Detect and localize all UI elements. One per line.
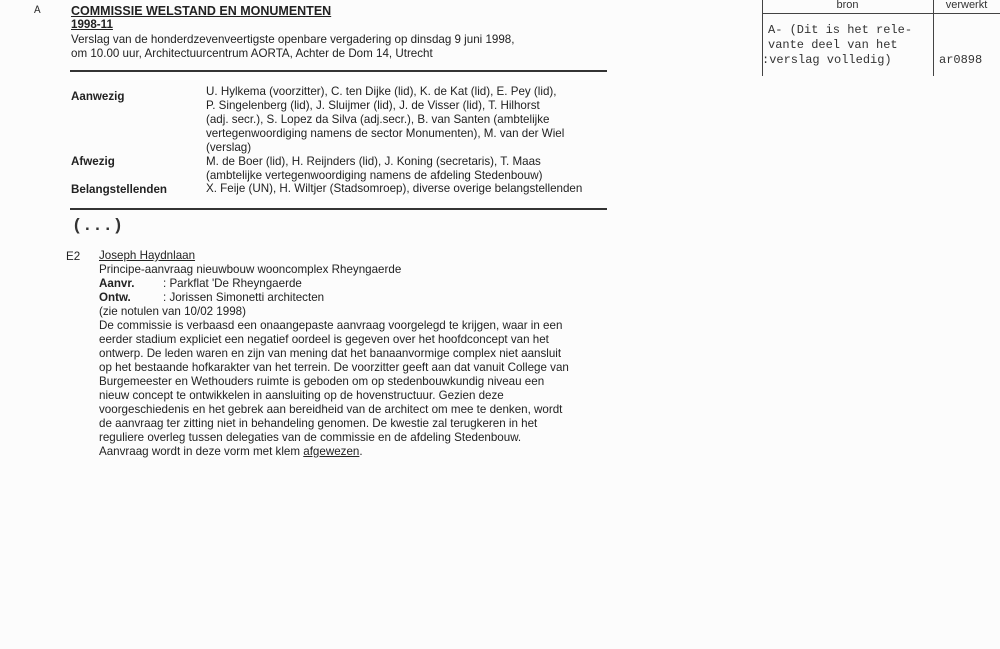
aanvr-label: Aanvr. — [99, 277, 135, 290]
ontw-value: : Jorissen Simonetti architecten — [163, 291, 325, 304]
item-street: Joseph Haydnlaan — [99, 249, 196, 262]
belangstellenden-list — [206, 182, 582, 196]
text-line: M. de Boer (lid), H. Reijnders (lid), J. Koning (secretaris), T. Maas — [206, 155, 541, 168]
decision-line — [99, 445, 569, 459]
label-aanwezig: Aanwezig — [71, 90, 125, 103]
divider — [933, 0, 934, 76]
text-line: nieuw concept te ontwikkelen in aansluiting op de hovenstructuur. Gezien deze — [99, 389, 504, 402]
text-line: P. Singelenberg (lid), J. Sluijmer (lid), J. de Visser (lid), T. Hilhorst — [206, 99, 540, 112]
text: . — [359, 445, 363, 458]
meeting-subtitle-2: om 10.00 uur, Architectuurcentrum AORTA, Achter de Dom 14, Utrecht — [71, 47, 433, 60]
agenda-item — [99, 249, 569, 459]
text-line: Burgemeester en Wethouders ruimte is geboden om op stedenbouwkundig niveau een — [99, 375, 545, 388]
item-code: E2 — [66, 250, 81, 263]
divider — [762, 13, 1000, 14]
text-line: :verslag volledig) — [762, 53, 892, 67]
source-box — [762, 0, 1000, 78]
aanvrager-row — [99, 277, 569, 291]
text-line: (adj. secr.), S. Lopez da Silva (adj.secr.), B. van Santen (ambtelijke — [206, 113, 550, 126]
text-line: reguliere overleg tussen delegaties van de commissie en de afdeling Stedenbouw. — [99, 431, 522, 444]
bron-text — [762, 23, 913, 68]
text-line: de aanvraag ter zitting niet in behandeling genomen. De kwestie zal terugkeren in het — [99, 417, 538, 430]
ellipsis-marker: (...) — [72, 217, 124, 236]
margin-letter: A — [34, 5, 41, 17]
aanwezig-list — [206, 85, 564, 155]
item-note: (zie notulen van 10/02 1998) — [99, 305, 246, 318]
text-line: vertegenwoordiging namens de sector Monumenten), M. van der Wiel — [206, 127, 565, 140]
text-line: eerder stadium expliciet een negatief oordeel is gegeven over het hoofdconcept van het — [99, 333, 549, 346]
bron-header: bron — [836, 0, 859, 11]
text-line: (ambtelijke vertegenwoordiging namens de afdeling Stedenbouw) — [206, 169, 543, 182]
meeting-subtitle-1: Verslag van de honderdzevenveertigste openbare vergadering op dinsdag 9 juni 1998, — [71, 33, 515, 46]
meeting-number: 1998-11 — [71, 18, 113, 31]
text-line: (verslag) — [206, 141, 252, 154]
divider — [70, 208, 607, 210]
label-belangstellenden: Belangstellenden — [71, 183, 167, 196]
verwerkt-code: ar0898 — [939, 53, 983, 67]
text-line: U. Hylkema (voorzitter), C. ten Dijke (lid), K. de Kat (lid), E. Pey (lid), — [206, 85, 557, 98]
aanvr-value: : Parkflat 'De Rheyngaerde — [163, 277, 302, 290]
text-line: X. Feije (UN), H. Wiltjer (Stadsomroep), diverse overige belangstellenden — [206, 182, 583, 195]
ontwerper-row — [99, 291, 569, 305]
text-line: op het bestaande hofkarakter van het terrein. De voorzitter geeft aan dat vanuit College van — [99, 361, 569, 374]
label-afwezig: Afwezig — [71, 155, 115, 168]
text-line: De commissie is verbaasd een onaangepaste aanvraag voorgelegd te krijgen, waar in een — [99, 319, 563, 332]
text: Aanvraag wordt in deze vorm met klem — [99, 445, 304, 458]
text-line: ontwerp. De leden waren en zijn van mening dat het banaanvormige complex niet aansluit — [99, 347, 562, 360]
decision-emphasis: afgewezen — [303, 445, 360, 458]
text-line: vante deel van het — [768, 38, 898, 52]
ontw-label: Ontw. — [99, 291, 131, 304]
document-title: COMMISSIE WELSTAND EN MONUMENTEN — [71, 4, 332, 18]
verwerkt-header: verwerkt — [945, 0, 988, 11]
item-subject: Principe-aanvraag nieuwbouw wooncomplex Rheyngaerde — [99, 263, 402, 276]
text-line: A- (Dit is het rele- — [768, 23, 913, 37]
afwezig-list — [206, 155, 542, 183]
divider — [70, 70, 607, 72]
text-line: voorgeschiedenis en het gebrek aan bereidheid van de architect om mee te denken, wordt — [99, 403, 563, 416]
